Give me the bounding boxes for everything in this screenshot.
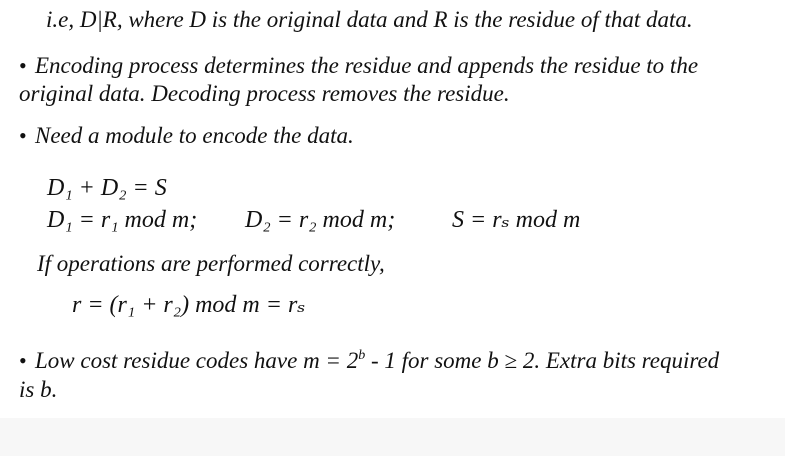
bullet-encoding-line1 (19, 52, 698, 79)
equation-mod-s: S = rₛ mod m (452, 207, 581, 233)
bullet-marker: • (19, 53, 27, 78)
intro-line: i.e, D|R, where D is the original data and R is the residue of that data. (46, 7, 693, 32)
bullet-lowcost-line1 (19, 347, 719, 374)
bullet-encoding-text: Encoding process determines the residue and appends the residue to the (35, 53, 699, 78)
bullet-module (19, 122, 354, 149)
equation-mod-d1: D₁ = r₁ mod m; (47, 207, 198, 233)
equation-sum: D₁ + D₂ = S (47, 175, 167, 201)
page-footer-band (0, 418, 785, 456)
bullet-lowcost-exponent: b (358, 348, 366, 363)
bullet-module-text: Need a module to encode the data. (35, 123, 354, 148)
bullet-lowcost-prefix: Low cost residue codes have m = 2 (35, 348, 359, 373)
condition-text: If operations are performed correctly, (37, 251, 385, 276)
bullet-encoding-line2: original data. Decoding process removes the residue. (19, 81, 510, 106)
bullet-lowcost-line2: is b. (19, 377, 58, 402)
bullet-marker: • (19, 123, 27, 148)
bullet-lowcost-suffix: - 1 for some b ≥ 2. Extra bits required (365, 348, 720, 373)
bullet-marker: • (19, 348, 27, 373)
equation-mod-d2: D₂ = r₂ mod m; (245, 207, 396, 233)
equation-result: r = (r₁ + r₂) mod m = rₛ (72, 292, 306, 318)
